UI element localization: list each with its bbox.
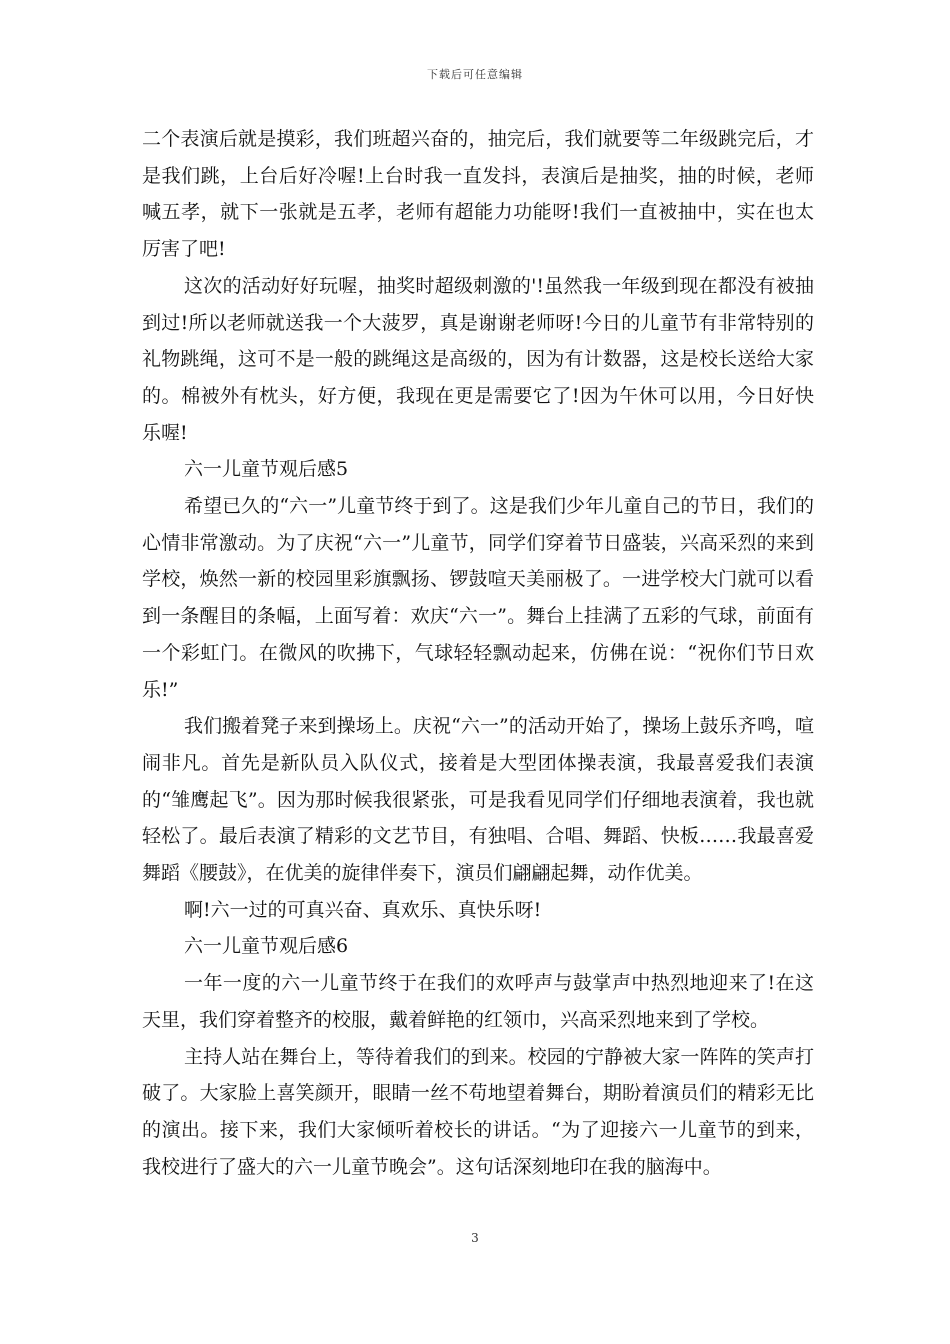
section-heading: 六一儿童节观后感5 bbox=[184, 458, 349, 481]
paragraph: 啊!六一过的可真兴奋、真欢乐、真快乐呀! bbox=[184, 898, 542, 921]
paragraph: 我们搬着凳子来到操场上。庆祝“六一”的活动开始了，操场上鼓乐齐鸣，喧闹非凡。首先是新队员入队仪式，接着是大型团体操表演，我最喜爱我们表演的“雏鹰起飞”。因为那时候我很紧张，可是我看见同学们仔细地表演着，我也就轻松了。最后表演了精彩的文艺节目，有独唱、合唱、舞蹈、快板……我最喜爱舞蹈《腰鼓》，在优美的旋律伴奏下，演员们翩翩起舞，动作优美。 bbox=[142, 715, 814, 885]
page-header: 下载后可任意编辑 bbox=[427, 68, 523, 81]
section-heading: 六一儿童节观后感6 bbox=[184, 935, 349, 958]
paragraph: 一年一度的六一儿童节终于在我们的欢呼声与鼓掌声中热烈地迎来了!在这天里，我们穿着整齐的校服，戴着鲜艳的红领巾，兴高采烈地来到了学校。 bbox=[142, 972, 814, 1031]
paragraph: 主持人站在舞台上，等待着我们的到来。校园的宁静被大家一阵阵的笑声打破了。大家脸上喜笑颜开，眼睛一丝不苟地望着舞台，期盼着演员们的精彩无比的演出。接下来，我们大家倾听着校长的讲话。“为了迎接六一儿童节的到来，我校进行了盛大的六一儿童节晚会”。这句话深刻地印在我的脑海中。 bbox=[142, 1045, 814, 1178]
paragraph: 这次的活动好好玩喔，抽奖时超级刺激的'!虽然我一年级到现在都没有被抽到过!所以老师就送我一个大菠罗，真是谢谢老师呀!今日的儿童节有非常特别的礼物跳绳，这可不是一般的跳绳这是高级的，因为有计数器，这是校长送给大家的。棉被外有枕头，好方便，我现在更是需要它了!因为午休可以用，今日好快乐喔! bbox=[142, 274, 814, 444]
paragraph: 希望已久的“六一”儿童节终于到了。这是我们少年儿童自己的节日，我们的心情非常激动。为了庆祝“六一”儿童节，同学们穿着节日盛装，兴高采烈的来到学校，焕然一新的校园里彩旗飘扬、锣鼓喧天美丽极了。一进学校大门就可以看到一条醒目的条幅，上面写着：欢庆“六一”。舞台上挂满了五彩的气球，前面有一个彩虹门。在微风的吹拂下，气球轻轻飘动起来，仿佛在说：“祝你们节日欢乐!” bbox=[142, 495, 814, 701]
document-body bbox=[142, 121, 814, 1185]
page-number: 3 bbox=[471, 1231, 479, 1245]
paragraph: 二个表演后就是摸彩，我们班超兴奋的，抽完后，我们就要等二年级跳完后，才是我们跳，上台后好冷喔!上台时我一直发抖，表演后是抽奖，抽的时候，老师喊五孝，就下一张就是五孝，老师有超能力功能呀!我们一直被抽中，实在也太厉害了吧! bbox=[142, 128, 814, 261]
